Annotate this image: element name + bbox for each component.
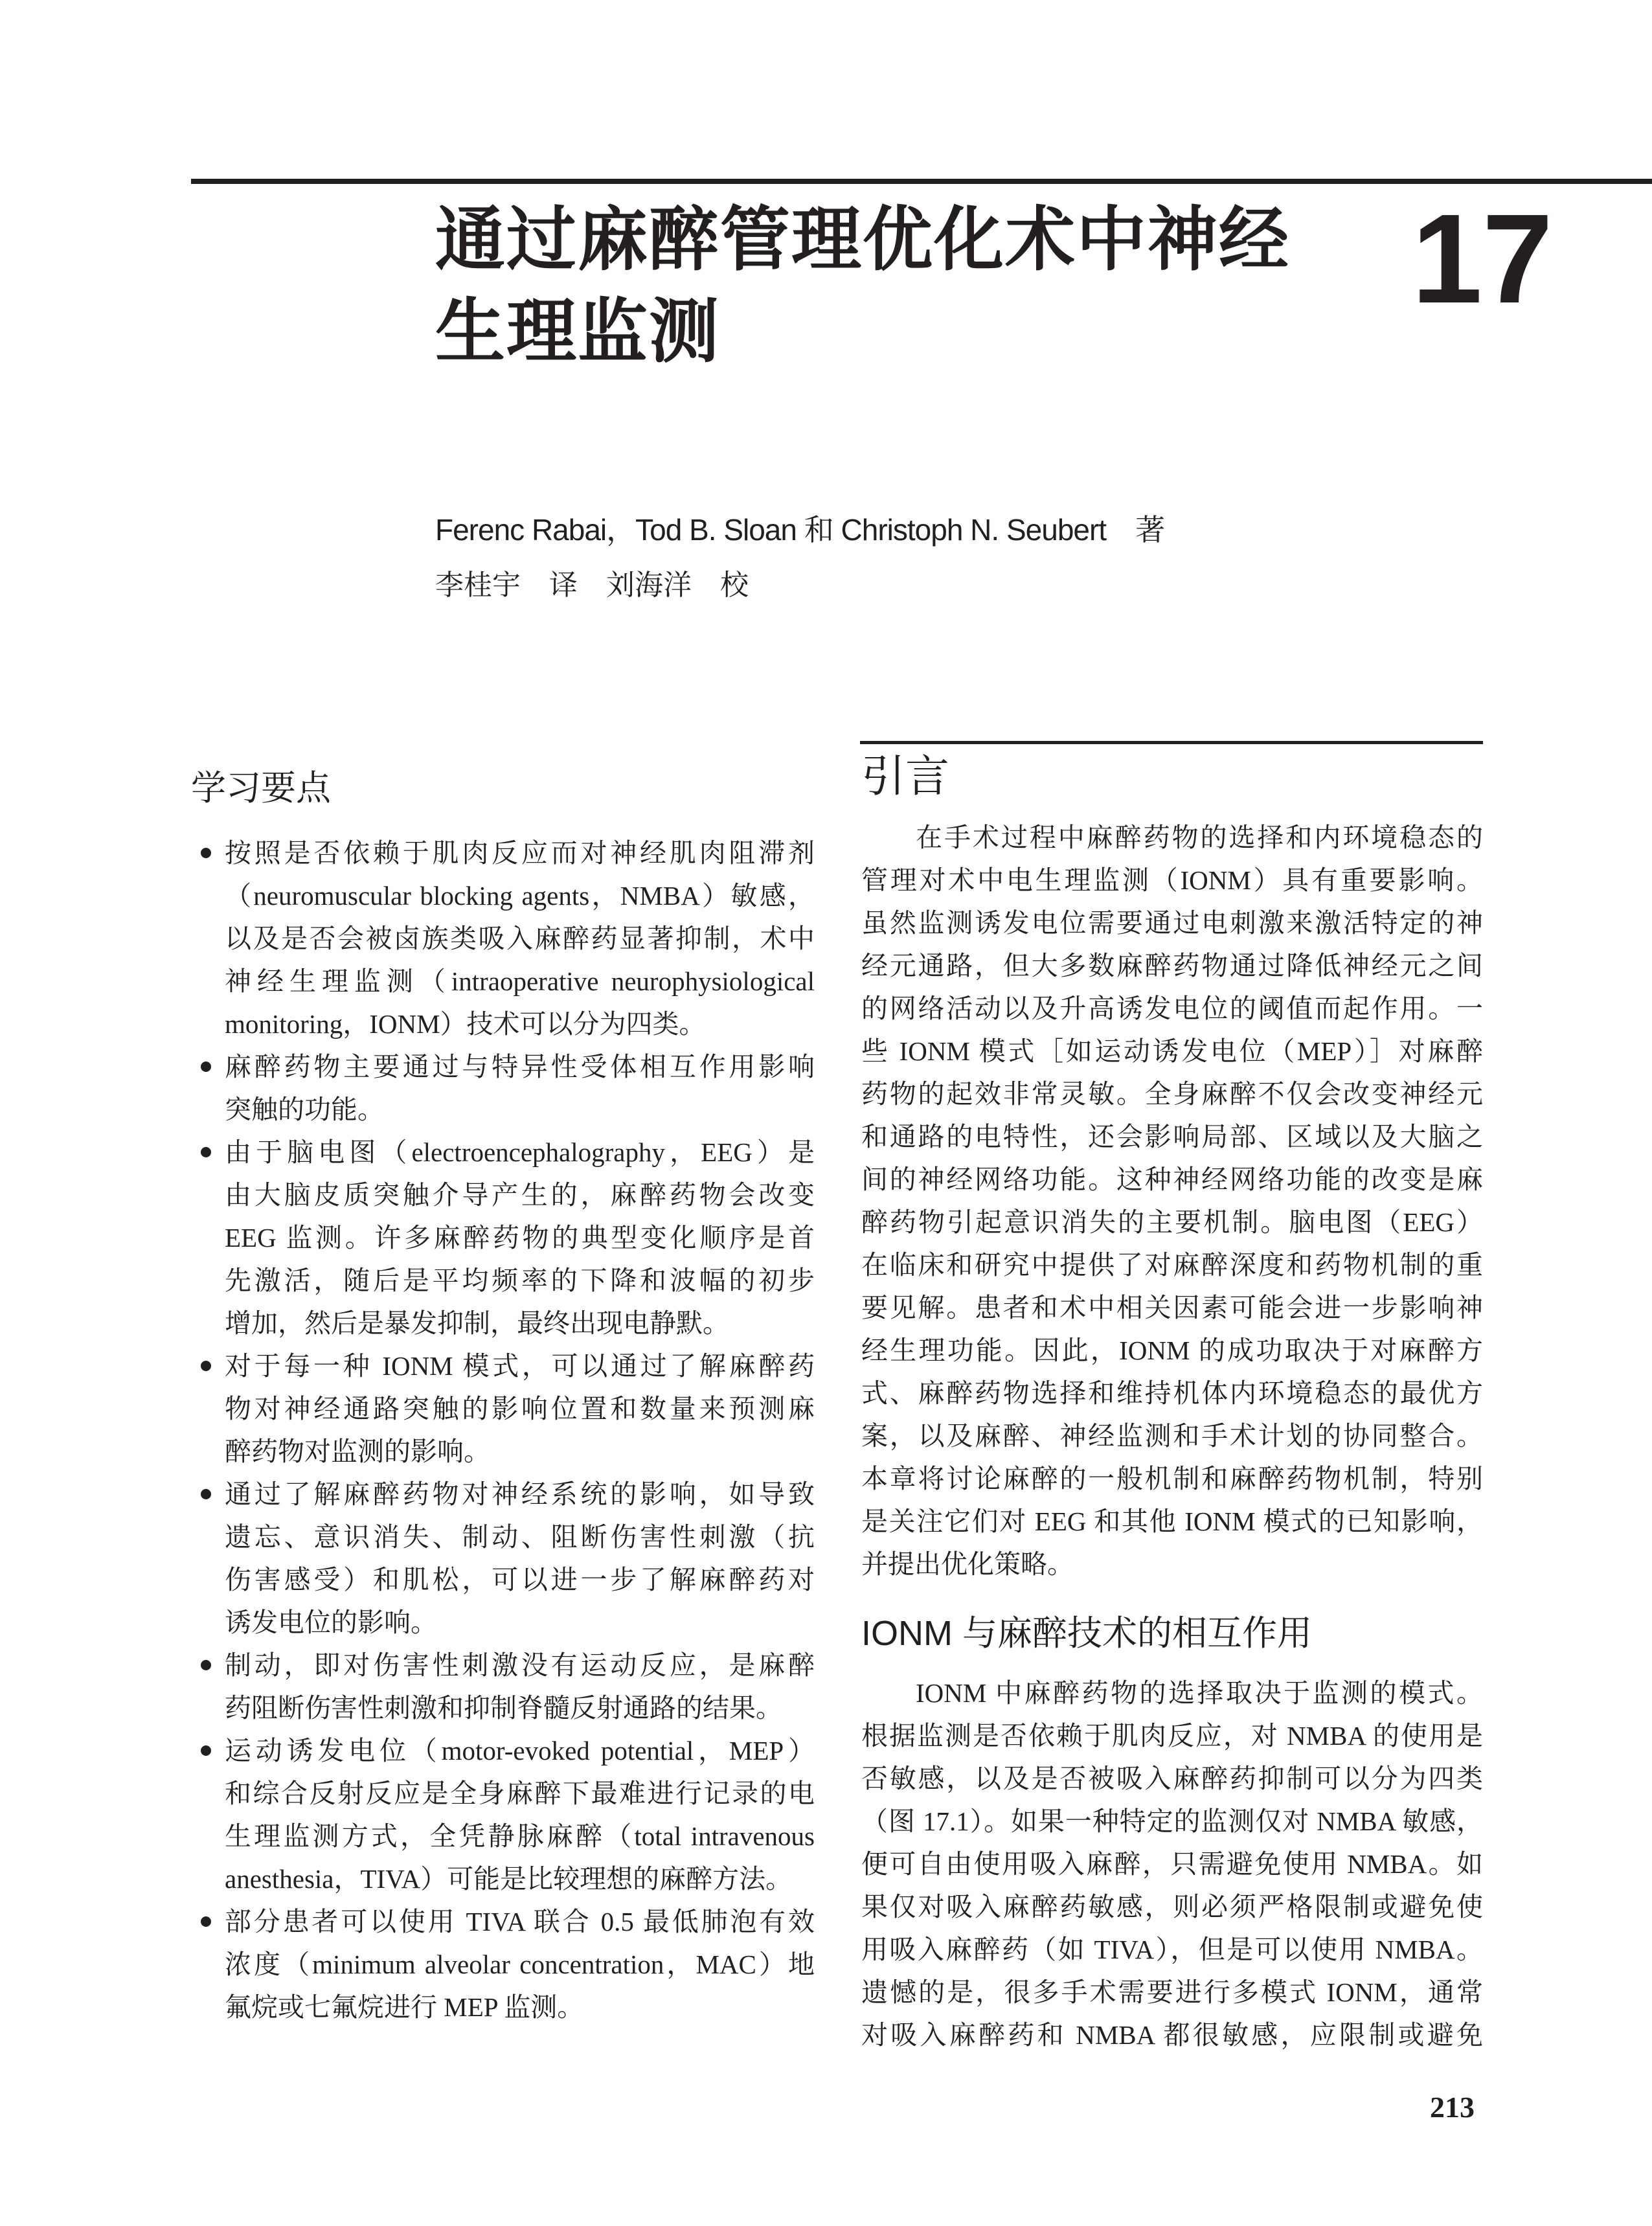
key-point-line [225,1302,815,1345]
section-paragraph [861,1672,1483,2056]
paragraph-line: 经元通路，但大多数麻醉药物通过降低神经元之间 [861,951,1483,981]
key-point-line [225,1601,815,1644]
key-point-line [225,1045,815,1088]
paragraph-line: 式、麻醉药物选择和维持机体内环境稳态的最优方 [861,1378,1483,1408]
line-text: （neuromuscular blocking agents，NMBA）敏感， [225,881,815,911]
line-text: 部分患者可以使用 TIVA 联合 0.5 最低肺泡有效 [225,1907,815,1936]
line-text: 伤害感受）和肌松，可以进一步了解麻醉药对 [225,1565,815,1595]
paragraph-line: （图 17.1）。如果一种特定的监测仅对 NMBA 敏感， [861,1806,1483,1836]
paragraph-line: 经生理功能。因此，IONM 的成功取决于对麻醉方 [861,1335,1483,1365]
chapter-title [435,194,1290,378]
line-text: 由大脑皮质突触介导产生的，麻醉药物会改变 [225,1180,815,1210]
key-point-item [225,1473,815,1644]
line-text: 醉药物对监测的影响。 [225,1437,490,1466]
bullet-icon [201,1916,211,1927]
key-point-item [225,1729,815,1900]
key-point-line [225,1900,815,1943]
authors: Ferenc Rabai，Tod B. Sloan 和 Christoph N. Seubert 著 [435,513,1165,547]
key-point-line [225,1687,815,1729]
paragraph-line: 药物的起效非常灵敏。全身麻醉不仅会改变神经元 [861,1079,1483,1109]
line-text: 药阻断伤害性刺激和抑制脊髓反射通路的结果。 [225,1693,782,1723]
key-point-line [225,917,815,960]
key-point-line [225,1943,815,1986]
bullet-icon [201,1147,211,1157]
bullet-icon [201,1062,211,1072]
line-text: 对于每一种 IONM 模式，可以通过了解麻醉药 [225,1351,815,1381]
key-point-item [225,1900,815,2028]
key-point-item [225,1345,815,1473]
key-point-line [225,832,815,874]
paragraph-line: 遗憾的是，很多手术需要进行多模式 IONM，通常 [861,1977,1483,2007]
key-point-line [225,1772,815,1815]
line-text: 遗忘、意识消失、制动、阻断伤害性刺激（抗 [225,1522,815,1552]
bullet-icon [201,1489,211,1499]
line-text: 物对神经通路突触的影响位置和数量来预测麻 [225,1394,815,1424]
line-text: 通过了解麻醉药物对神经系统的影响，如导致 [225,1479,815,1509]
paragraph-line: 在手术过程中麻醉药物的选择和内环境稳态的 [916,823,1483,852]
line-text: 增加，然后是暴发抑制，最终出现电静默。 [225,1308,729,1338]
paragraph-line: 在临床和研究中提供了对麻醉深度和药物机制的重 [861,1250,1483,1280]
key-point-line [225,1986,815,2028]
section-heading: IONM 与麻醉技术的相互作用 [861,1614,1312,1653]
chapter-number: 17 [1412,188,1554,330]
paragraph-line: 案，以及麻醉、神经监测和手术计划的协同整合。 [861,1421,1483,1451]
bullet-icon [201,1361,211,1371]
key-point-line [225,1216,815,1259]
key-point-item [225,1644,815,1729]
intro-rule [860,741,1483,744]
key-point-line [225,960,815,1003]
line-text: monitoring，IONM）技术可以分为四类。 [225,1009,706,1039]
key-point-line [225,1345,815,1387]
line-text: 氟烷或七氟烷进行 MEP 监测。 [225,1992,584,2022]
line-text: 麻醉药物主要通过与特异性受体相互作用影响 [225,1052,815,1082]
line-text: 制动，即对伤害性刺激没有运动反应，是麻醉 [225,1650,815,1680]
paragraph-line: 和通路的电特性，还会影响局部、区域以及大脑之 [861,1122,1483,1152]
line-text: 和综合反射反应是全身麻醉下最难进行记录的电 [225,1778,815,1808]
paragraph-line: 要见解。患者和术中相关因素可能会进一步影响神 [861,1293,1483,1323]
line-text: anesthesia，TIVA）可能是比较理想的麻醉方法。 [225,1864,793,1894]
key-point-line [225,1430,815,1473]
paragraph-line: 管理对术中电生理监测（IONM）具有重要影响。 [861,865,1483,895]
key-point-line [225,1857,815,1900]
key-point-line [225,1516,815,1558]
paragraph-line: 果仅对吸入麻醉药敏感，则必须严格限制或避免使 [861,1892,1483,1922]
line-text: 先激活，随后是平均频率的下降和波幅的初步 [225,1266,815,1295]
key-point-line [225,874,815,917]
chapter-title-line: 生理监测 [435,291,721,372]
paragraph-line: 间的神经网络功能。这种神经网络功能的改变是麻 [861,1164,1483,1194]
key-point-item [225,1131,815,1345]
key-point-item [225,1045,815,1131]
line-text: 诱发电位的影响。 [225,1607,437,1637]
page-number: 213 [1430,2091,1475,2124]
paragraph-line: 是关注它们对 EEG 和其他 IONM 模式的已知影响， [861,1506,1483,1536]
paragraph-line: 对吸入麻醉药和 NMBA 都很敏感，应限制或避免 [861,2020,1483,2050]
line-text: 运动诱发电位（motor-evoked potential，MEP） [225,1736,815,1766]
key-point-line [225,1558,815,1601]
paragraph-line: IONM 中麻醉药物的选择取决于监测的模式。 [916,1678,1483,1708]
line-text: 按照是否依赖于肌肉反应而对神经肌肉阻滞剂 [225,838,815,868]
translators: 李桂宇 译 刘海洋 校 [435,569,749,601]
line-text: 生理监测方式，全凭静脉麻醉（total intravenous [225,1821,815,1851]
paragraph-line: 本章将讨论麻醉的一般机制和麻醉药物机制，特别 [861,1464,1483,1493]
paragraph-line: 并提出优化策略。 [861,1549,1074,1579]
paragraph-line: 醉药物引起意识消失的主要机制。脑电图（EEG） [861,1207,1483,1237]
key-point-line [225,1644,815,1687]
key-point-line [225,1473,815,1516]
key-point-line [225,1729,815,1772]
key-point-line [225,1174,815,1216]
paragraph-line: 根据监测是否依赖于肌肉反应，对 NMBA 的使用是 [861,1721,1483,1751]
key-point-line [225,1003,815,1045]
paragraph-line: 否敏感，以及是否被吸入麻醉药抑制可以分为四类 [861,1764,1483,1793]
bullet-icon [201,848,211,858]
intro-heading: 引言 [861,751,950,802]
key-point-item [225,832,815,1045]
line-text: 突触的功能。 [225,1095,384,1124]
paragraph-line: 虽然监测诱发电位需要通过电刺激来激活特定的神 [861,908,1483,938]
line-text: 浓度（minimum alveolar concentration，MAC）地 [225,1949,815,1979]
line-text: 神经生理监测（intraoperative neurophysiological [225,966,815,996]
paragraph-line: 用吸入麻醉药（如 TIVA），但是可以使用 NMBA。 [861,1935,1483,1964]
top-rule [191,179,1652,184]
paragraph-line: 便可自由使用吸入麻醉，只需避免使用 NMBA。如 [861,1849,1483,1879]
key-point-line [225,1387,815,1430]
paragraph-line: 些 IONM 模式［如运动诱发电位（MEP）］对麻醉 [861,1036,1483,1066]
key-point-line [225,1259,815,1302]
key-points-list [225,832,815,2028]
line-text: 由于脑电图（electroencephalography，EEG）是 [225,1137,815,1167]
bullet-icon [201,1660,211,1670]
paragraph-line: 的网络活动以及升高诱发电位的阈值而起作用。一 [861,994,1483,1023]
bullet-icon [201,1745,211,1756]
key-point-line [225,1088,815,1131]
line-text: EEG 监测。许多麻醉药物的典型变化顺序是首 [225,1223,815,1253]
key-points-heading: 学习要点 [191,769,331,808]
intro-paragraph [861,816,1483,1585]
chapter-title-line: 通过麻醉管理优化术中神经 [435,199,1291,280]
key-point-line [225,1131,815,1174]
key-point-line [225,1815,815,1857]
line-text: 以及是否会被卤族类吸入麻醉药显著抑制，术中 [225,924,815,953]
